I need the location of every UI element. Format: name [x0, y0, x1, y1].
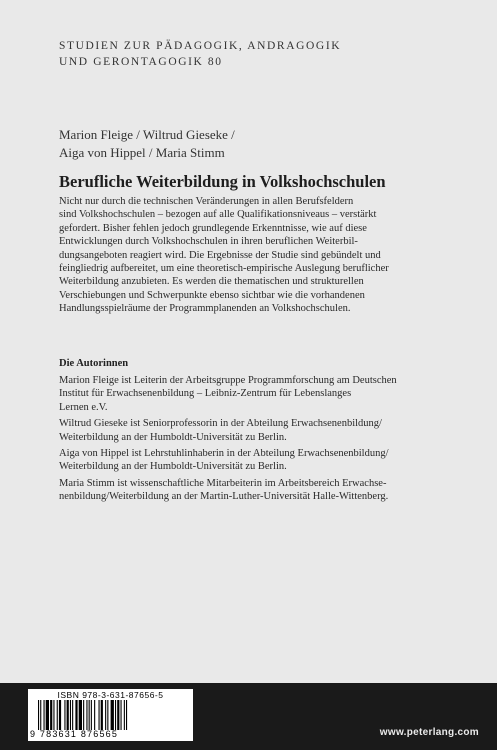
bio-line: Lernen e.V. [59, 401, 108, 413]
bio-line: Institut für Erwachsenenbildung – Leibniz-Zentrum für Lebenslanges [59, 388, 352, 400]
blurb-line: Entwicklungen durch Volkshochschulen in ihren beruflichen Weiterbil- [59, 236, 358, 248]
barcode-bars-icon [38, 700, 183, 730]
ean-digits: 9 783631 876565 [30, 729, 119, 739]
bio-line: nenbildung/Weiterbildung an der Martin-Luther-Universität Halle-Wittenberg. [59, 491, 389, 503]
bio-line: Weiterbildung an der Humboldt-Universität zu Berlin. [59, 461, 287, 473]
blurb-line: Verschiebungen und Schwerpunkte ebenso sichtbar wie die vorhandenen [59, 289, 365, 301]
bio-fleige [59, 374, 459, 414]
blurb-line: Nicht nur durch die technischen Veränderungen in allen Berufsfeldern [59, 196, 354, 207]
author-bios [59, 374, 459, 507]
bio-line: Marion Fleige ist Leiterin der Arbeitsgruppe Programmforschung am Deutschen [59, 375, 397, 386]
blurb-line: Handlungsspielräume der Programmplanenden an Volkshochschulen. [59, 303, 351, 315]
publisher-website: www.peterlang.com [379, 727, 479, 738]
series-title [59, 38, 459, 70]
bio-line: Wiltrud Gieseke ist Seniorprofessorin in der Abteilung Erwachsenenbildung/ [59, 418, 382, 430]
isbn-label: ISBN 978-3-631-87656-5 [57, 690, 164, 700]
bio-gieseke [59, 417, 459, 444]
authors-line-1: Marion Fleige / Wiltrud Gieseke / [59, 127, 235, 142]
authors-bio-heading: Die Autorinnen [59, 358, 129, 369]
bio-line: Aiga von Hippel ist Lehrstuhlinhaberin in der Abteilung Erwachsenenbildung/ [59, 448, 389, 460]
blurb-line: gefordert. Bisher fehlen jedoch grundlegende Erkenntnisse, wie auf diese [59, 222, 367, 234]
blurb-line: sind Volkshochschulen – bezogen auf alle Qualifikationsniveaus – verstärkt [59, 209, 377, 221]
bio-hippel [59, 447, 459, 474]
barcode [28, 689, 193, 741]
blurb-line: Weiterbildung anzubieten. Es werden die thematischen und strukturellen [59, 276, 364, 288]
blurb-line: feingliedrig aufbereitet, um eine theoretisch-empirische Auslegung beruflicher [59, 263, 389, 275]
series-line-1: STUDIEN ZUR PÄDAGOGIK, ANDRAGOGIK [59, 40, 342, 52]
blurb-line: dungsangeboten reagiert wird. Die Ergebnisse der Studie sind gebündelt und [59, 249, 381, 261]
author-names [59, 126, 459, 162]
bio-line: Maria Stimm ist wissenschaftliche Mitarbeiterin im Arbeitsbereich Erwachse- [59, 477, 387, 489]
book-title: Berufliche Weiterbildung in Volkshochschulen [59, 172, 386, 191]
bio-line: Weiterbildung an der Humboldt-Universität zu Berlin. [59, 431, 287, 443]
blurb-text [59, 195, 454, 316]
authors-line-2: Aiga von Hippel / Maria Stimm [59, 145, 225, 160]
bio-stimm [59, 477, 459, 504]
series-line-2: UND GERONTAGOGIK 80 [59, 56, 223, 68]
